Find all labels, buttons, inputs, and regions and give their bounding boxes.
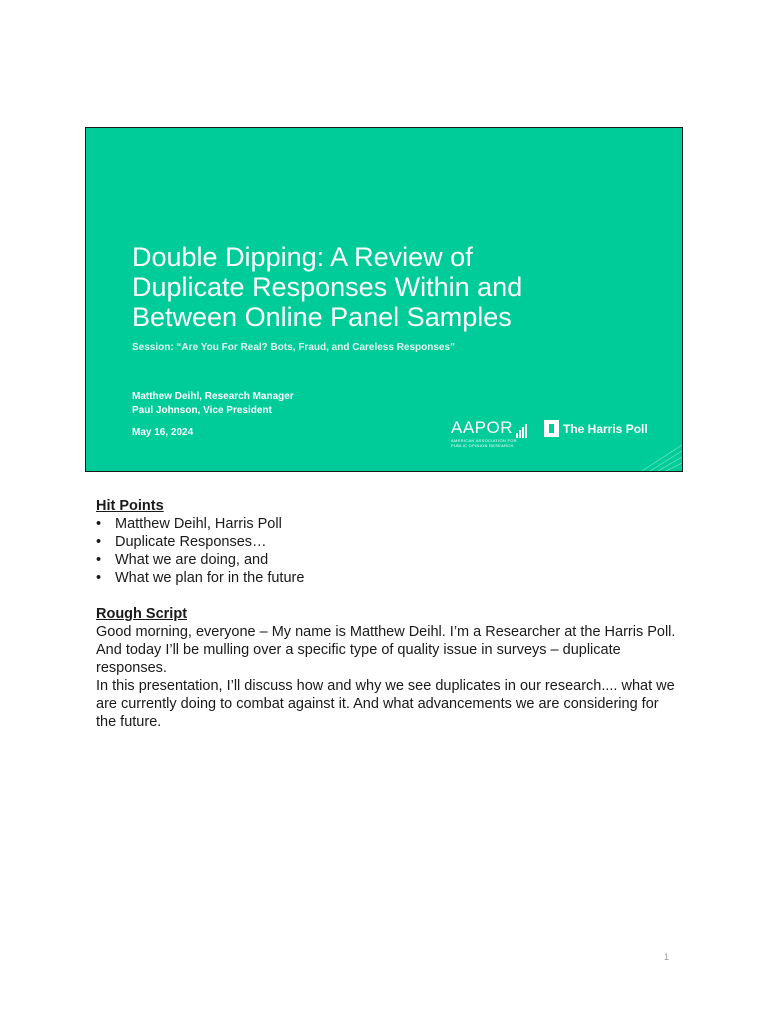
- title-slide: [85, 127, 683, 472]
- presenter-name: Matthew Deihl, Research Manager: [132, 391, 294, 402]
- presenter-name: Paul Johnson, Vice President: [132, 405, 272, 416]
- list-item: • Matthew Deihl, Harris Poll: [96, 515, 676, 533]
- speaker-notes: [96, 497, 676, 731]
- aapor-logo: [451, 418, 528, 448]
- slide-title: [132, 242, 652, 332]
- list-item: • What we are doing, and: [96, 551, 676, 569]
- presenters: [132, 390, 294, 418]
- script-paragraph: In this presentation, I’ll discuss how and why we see duplicates in our research.... what we are currently doing to combat against it. And what advancements we are considering for the future.: [96, 678, 675, 730]
- harris-poll-mark-icon: [544, 420, 559, 437]
- harris-poll-logo: [544, 420, 648, 437]
- bar-chart-icon: [516, 424, 528, 438]
- harris-poll-logo-text: The Harris Poll: [563, 421, 648, 436]
- hit-points-list: [96, 515, 676, 587]
- hit-points-heading: Hit Points: [96, 498, 164, 514]
- session-subtitle: Session: “Are You For Real? Bots, Fraud, and Careless Responses”: [132, 342, 456, 353]
- slide-title-line: Double Dipping: A Review of: [132, 242, 473, 272]
- slide-title-line: Duplicate Responses Within and: [132, 272, 523, 302]
- list-item: • What we plan for in the future: [96, 569, 676, 587]
- rough-script-heading: Rough Script: [96, 606, 188, 622]
- aapor-logo-text: AAPOR: [451, 418, 514, 437]
- slide-title-line: Between Online Panel Samples: [132, 302, 512, 332]
- script-paragraph: Good morning, everyone – My name is Matthew Deihl. I’m a Researcher at the Harris Poll. And today I’ll be mulling over a specific type of quality issue in surveys – duplicate responses.: [96, 624, 676, 676]
- page-number: 1: [664, 952, 670, 962]
- rough-script-body: [96, 623, 676, 731]
- aapor-logo-subtitle: PUBLIC OPINION RESEARCH: [451, 443, 514, 448]
- corner-decoration: [638, 441, 682, 471]
- presentation-date: May 16, 2024: [132, 427, 194, 438]
- aapor-logo-subtitle: AMERICAN ASSOCIATION FOR: [451, 438, 517, 443]
- list-item: • Duplicate Responses…: [96, 533, 676, 551]
